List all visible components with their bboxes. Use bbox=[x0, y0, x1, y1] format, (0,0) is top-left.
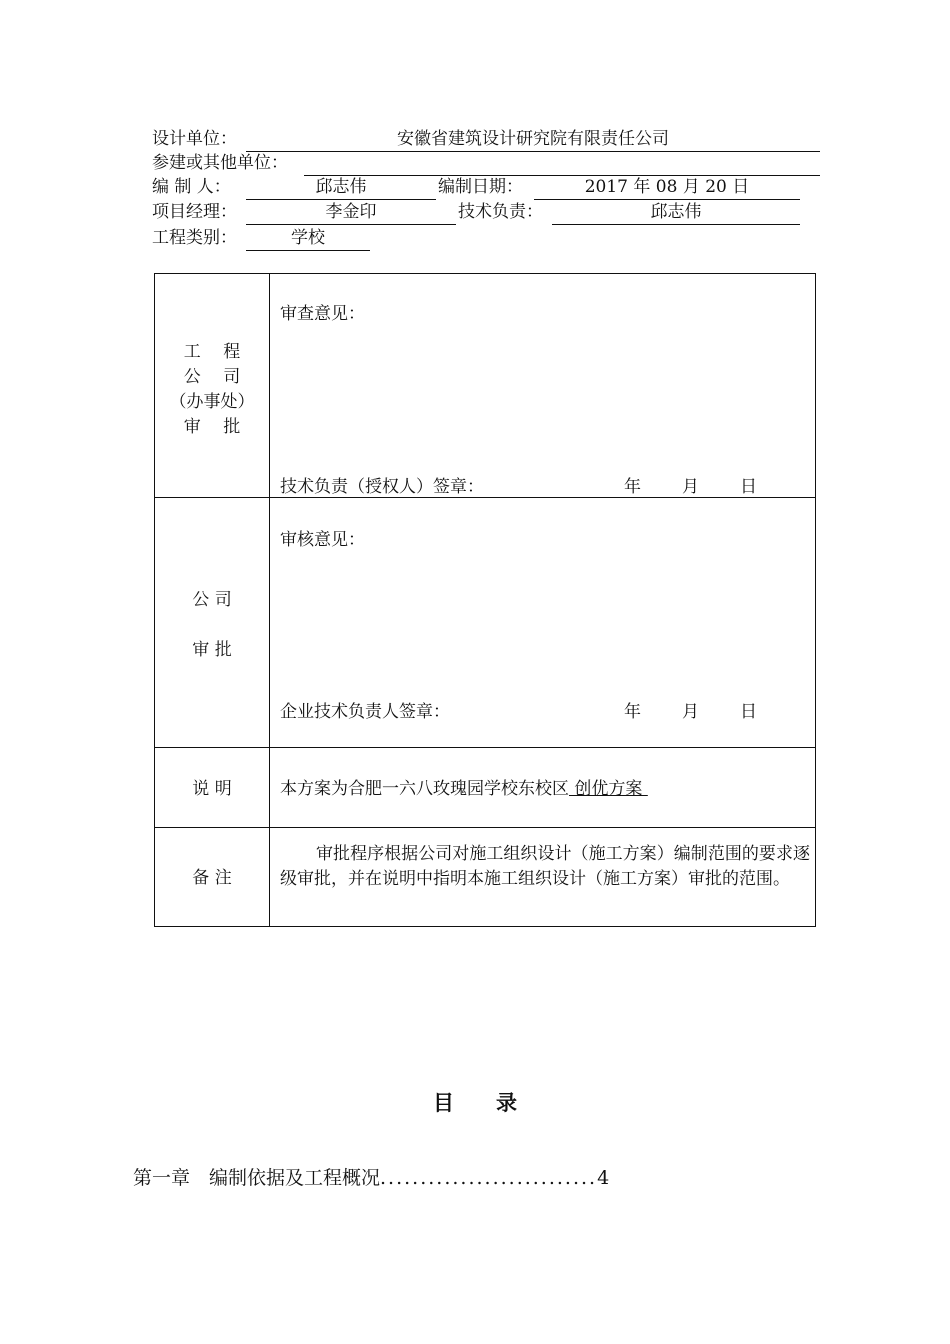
row1-label bbox=[155, 340, 269, 440]
other-unit-value bbox=[304, 151, 820, 176]
row1-year: 年 bbox=[624, 477, 641, 497]
other-unit-label: 参建或其他单位： bbox=[152, 153, 288, 173]
design-unit-value: 安徽省建筑设计研究院有限责任公司 bbox=[246, 127, 820, 152]
review-opinion-label: 审查意见： bbox=[280, 304, 365, 324]
row1-month: 月 bbox=[682, 477, 699, 497]
toc-entry[interactable] bbox=[133, 1164, 609, 1192]
explanation-body: 本方案为合肥一六八玫瑰园学校东校区 bbox=[280, 779, 569, 799]
table-border-bottom bbox=[154, 926, 816, 927]
row2-label-line: 审 批 bbox=[192, 640, 232, 660]
row1-label-line: 公 司 bbox=[183, 367, 241, 387]
row2-month: 月 bbox=[682, 702, 699, 722]
category-value: 学校 bbox=[246, 226, 370, 251]
tech-sign-label: 技术负责（授权人）签章： bbox=[280, 477, 484, 497]
explanation-underlined: 创优方案 bbox=[569, 779, 648, 799]
row1-label-line: （办事处） bbox=[169, 392, 255, 412]
table-column-divider bbox=[269, 273, 270, 927]
pm-value: 李金印 bbox=[246, 200, 456, 225]
toc-entry-label: 第一章 编制依据及工程概况 bbox=[133, 1167, 381, 1189]
pm-label: 项目经理： bbox=[152, 202, 237, 222]
explanation-label: 说 明 bbox=[192, 779, 232, 799]
row2-year: 年 bbox=[624, 702, 641, 722]
toc-entry-page: 4 bbox=[597, 1167, 610, 1189]
date-label: 编制日期： bbox=[438, 177, 523, 197]
row1-day: 日 bbox=[740, 477, 757, 497]
enterprise-sign-label: 企业技术负责人签章： bbox=[280, 702, 450, 722]
table-divider bbox=[154, 497, 816, 498]
design-unit-label: 设计单位： bbox=[152, 129, 237, 149]
table-divider bbox=[154, 827, 816, 828]
table-border-right bbox=[815, 273, 816, 927]
table-border-top bbox=[154, 273, 816, 274]
tech-label: 技术负责： bbox=[458, 202, 543, 222]
toc-entry-dots: ........................... bbox=[380, 1167, 598, 1189]
remarks-text: 审批程序根据公司对施工组织设计（施工方案）编制范围的要求逐级审批，并在说明中指明本施工组织设计（施工方案）审批的范围。 bbox=[280, 844, 810, 889]
explanation-text bbox=[280, 777, 648, 802]
author-value: 邱志伟 bbox=[246, 175, 436, 200]
row2-label-line: 公 司 bbox=[192, 590, 232, 610]
table-divider bbox=[154, 747, 816, 748]
row2-day: 日 bbox=[740, 702, 757, 722]
row1-label-line: 审 批 bbox=[183, 417, 241, 437]
category-label: 工程类别： bbox=[152, 228, 237, 248]
row1-label-line: 工 程 bbox=[183, 342, 241, 362]
remarks-label: 备 注 bbox=[192, 868, 232, 888]
tech-value: 邱志伟 bbox=[552, 200, 800, 225]
audit-opinion-label: 审核意见： bbox=[280, 530, 365, 550]
toc-title: 目 录 bbox=[433, 1090, 517, 1115]
date-value: 2017 年 08 月 20 日 bbox=[534, 175, 800, 200]
author-label: 编 制 人： bbox=[152, 177, 231, 197]
